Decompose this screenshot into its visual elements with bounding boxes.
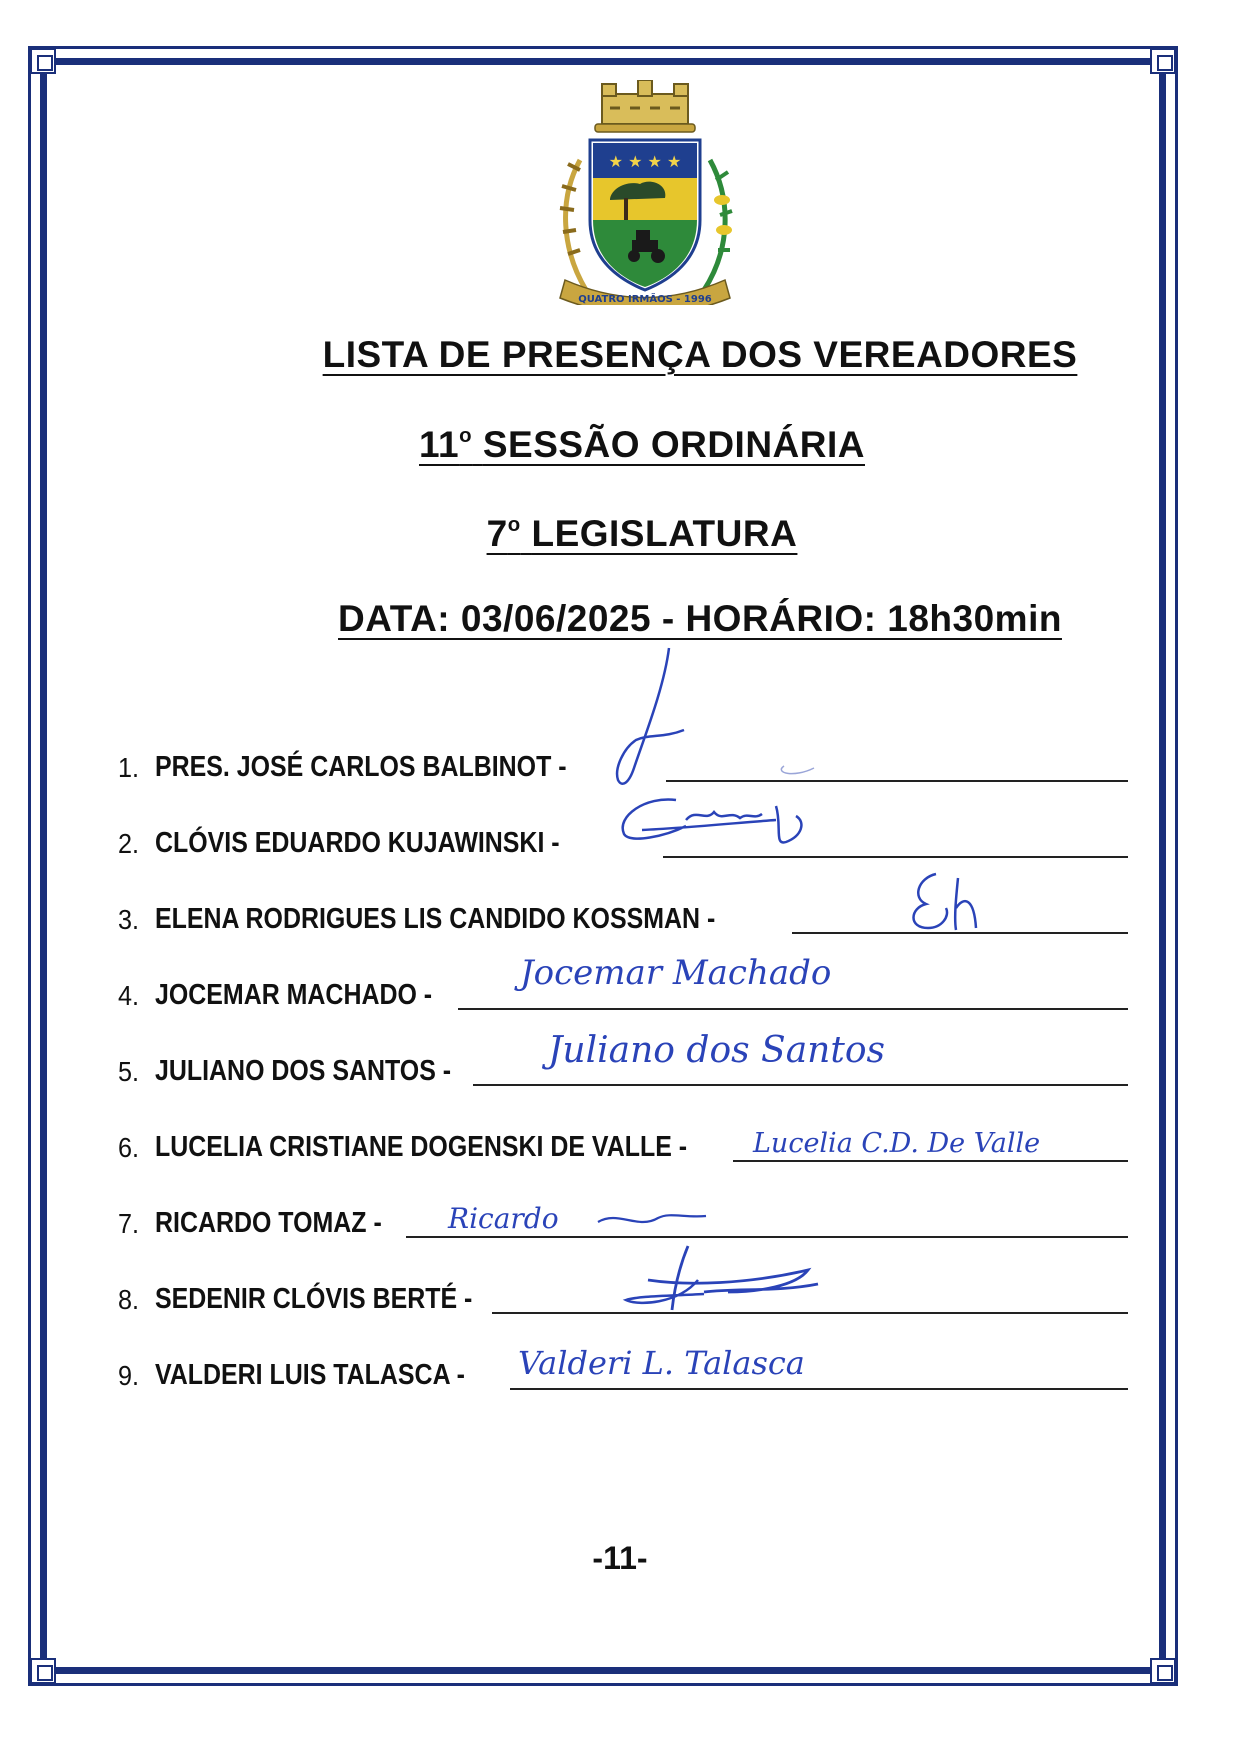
attendee-row <box>118 882 1128 942</box>
legislature-heading: 7$^o$ LEGISLATURA <box>486 513 798 554</box>
border-corner-ornament <box>30 1658 56 1684</box>
coat-of-arms-icon <box>540 80 750 305</box>
crest-ribbon-text: QUATRO IRMÃOS - 1996 <box>578 294 712 305</box>
svg-text:Valderi L. Talasca: Valderi L. Talasca <box>518 1344 805 1382</box>
page-title: LISTA DE PRESENÇA DOS VEREADORES <box>322 334 1078 375</box>
attendee-number: 6. <box>118 1132 140 1163</box>
attendee-name: VALDERI LUIS TALASCA - <box>155 1359 465 1391</box>
signature-handwritten <box>898 868 1008 948</box>
attendee-row <box>118 1030 1128 1094</box>
attendee-name: SEDENIR CLÓVIS BERTÉ - <box>155 1283 473 1315</box>
attendee-number: 3. <box>118 904 140 935</box>
attendee-number: 4. <box>118 980 140 1011</box>
border-corner-ornament <box>1150 48 1176 74</box>
attendee-number: 5. <box>118 1056 140 1087</box>
border-corner-ornament <box>30 48 56 74</box>
attendee-number: 7. <box>118 1208 140 1239</box>
attendee-number: 2. <box>118 828 140 859</box>
attendee-row <box>118 1110 1128 1170</box>
svg-text:Lucelia C.D. De Valle: Lucelia C.D. De Valle <box>753 1128 1041 1159</box>
attendee-name: RICARDO TOMAZ - <box>155 1207 382 1239</box>
signature-handwritten <box>753 1114 1063 1164</box>
attendee-name: JOCEMAR MACHADO - <box>155 979 433 1011</box>
signature-handwritten <box>448 1190 748 1240</box>
attendee-row <box>118 1262 1128 1322</box>
svg-text:Juliano dos Santos: Juliano dos Santos <box>548 1030 885 1071</box>
signature-handwritten <box>518 1334 838 1394</box>
attendee-row <box>118 806 1128 866</box>
signature-handwritten <box>594 648 794 798</box>
page-number: -11- <box>592 1540 648 1576</box>
signature-handwritten <box>606 786 866 866</box>
attendee-name: LUCELIA CRISTIANE DOGENSKI DE VALLE - <box>155 1131 688 1163</box>
signature-line[interactable] <box>458 1008 1128 1010</box>
mural-crown-icon <box>595 80 695 132</box>
attendee-name: PRES. JOSÉ CARLOS BALBINOT - <box>155 751 567 783</box>
svg-text:Ricardo: Ricardo <box>448 1202 559 1235</box>
attendee-name: CLÓVIS EDUARDO KUJAWINSKI - <box>155 827 560 859</box>
signature-handwritten <box>548 1020 968 1110</box>
attendee-row <box>118 953 1128 1018</box>
signature-handwritten <box>520 948 850 1008</box>
session-heading: 11$^o$ SESSÃO ORDINÁRIA <box>419 424 865 465</box>
attendee-number: 9. <box>118 1360 140 1391</box>
attendee-number: 1. <box>118 752 140 783</box>
signature-handwritten <box>608 1240 848 1320</box>
attendee-row <box>118 1186 1128 1246</box>
attendee-number: 8. <box>118 1284 140 1315</box>
attendee-name: JULIANO DOS SANTOS - <box>155 1055 452 1087</box>
svg-text:Jocemar Machado: Jocemar Machado <box>520 953 832 993</box>
attendee-row <box>118 730 1128 790</box>
border-corner-ornament <box>1150 1658 1176 1684</box>
date-time-heading: DATA: 03/06/2025 - HORÁRIO: 18h30min <box>338 598 1062 639</box>
svg-text:★ ★ ★ ★: ★ ★ ★ ★ <box>608 152 682 171</box>
attendee-name: ELENA RODRIGUES LIS CANDIDO KOSSMAN - <box>155 903 716 935</box>
attendee-row <box>118 1338 1128 1398</box>
